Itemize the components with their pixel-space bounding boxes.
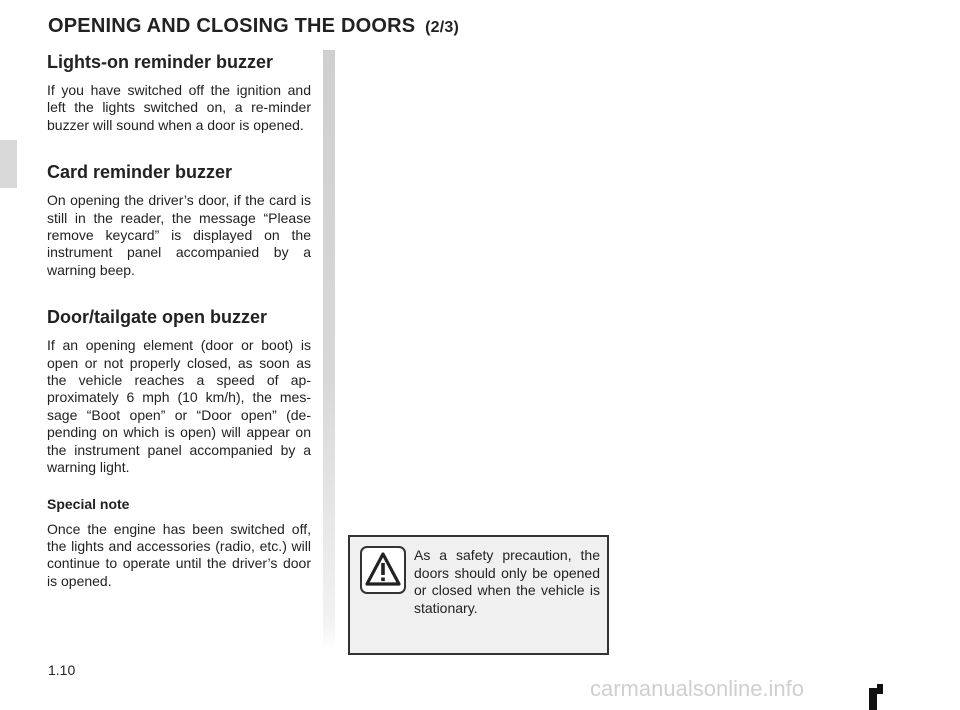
section-heading: Card reminder buzzer [47,162,233,183]
warning-triangle-glyph [365,551,401,589]
text-column [47,48,311,590]
end-of-section-marker-cap [877,684,883,694]
section-heading: Lights-on reminder buzzer [47,52,274,72]
section-body: If you have switched off the ignition and left the lights switched on, a re-minder buzzer will sound when a door is opened. [47,82,311,133]
safety-warning-box [348,535,609,655]
warning-text: As a safety precaution, the doors should only be opened or closed when the vehicle is stationary. [414,547,600,616]
page-number: 1.10 [48,662,76,678]
watermark: carmanualsonline.info [590,676,805,701]
warning-triangle-icon [360,546,406,594]
special-note-heading: Special note [47,495,130,512]
page-title [48,15,459,38]
page-title-text: OPENING AND CLOSING THE DOORS [48,15,416,37]
section-lights-on-reminder [47,50,311,134]
section-heading: Door/tailgate open buzzer [47,307,268,328]
special-note [47,495,311,591]
section-card-reminder [47,160,311,279]
section-body: On opening the driver’s door, if the card is still in the reader, the message “Please remove keycard” is displayed on the instrument panel accompanied by a warning beep. [47,192,311,278]
section-door-open-buzzer [47,305,311,476]
section-body: If an opening element (door or boot) is open or not properly closed, as soon as the vehicle reaches a speed of ap-proximately 6 mph (10 km/h), the mes-sage “Boot open” or “Door open” (de-pending on which is open) will appear on the instrument panel accompanied by a warning light. [47,337,311,476]
special-note-body: Once the engine has been switched off, the lights and accessories (radio, etc.) will continue to operate until the driver’s door is opened. [47,520,311,589]
column-divider [323,50,335,650]
chapter-tab [0,140,17,188]
end-of-section-marker [869,688,877,710]
page-part-indicator: (2/3) [425,19,459,36]
